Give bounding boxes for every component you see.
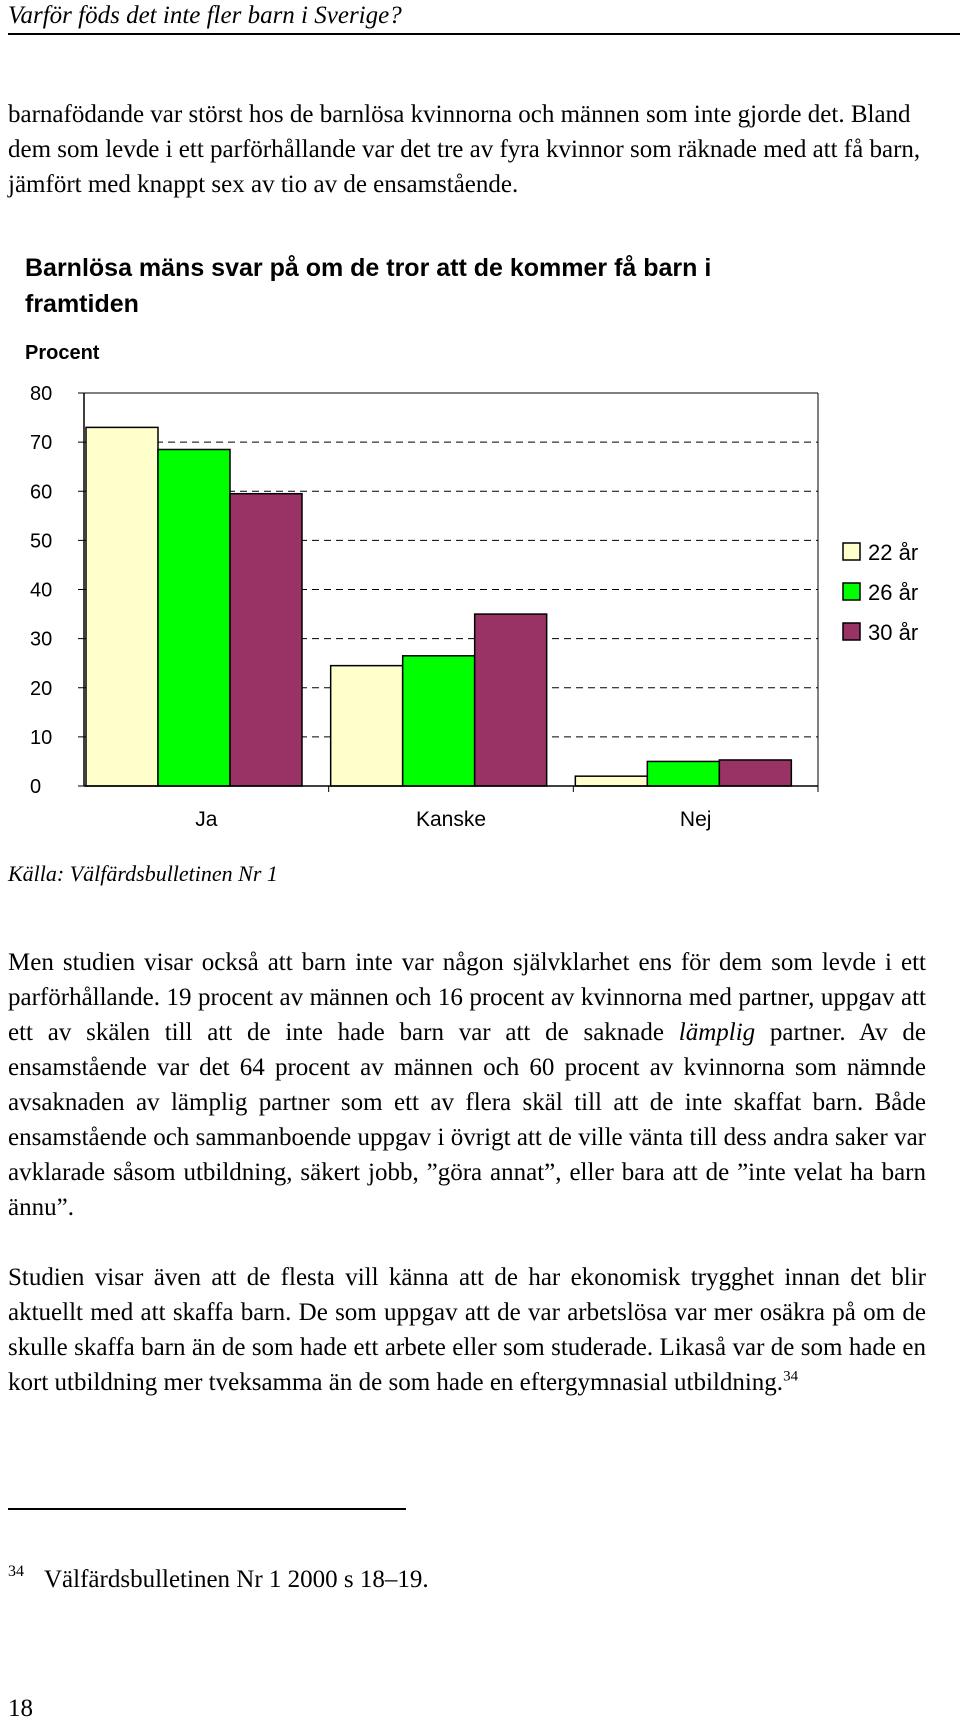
chart-bars (86, 427, 791, 786)
bar-ja-1 (86, 427, 158, 786)
bar-ja-3 (230, 494, 302, 786)
bar-chart (0, 360, 960, 840)
y-tick-label: 20 (30, 677, 53, 700)
bar-nej-3 (719, 760, 791, 786)
footnote-number: 34 (8, 1563, 24, 1580)
y-tick-label: 50 (30, 530, 53, 553)
y-tick-label: 40 (30, 579, 53, 602)
bar-nej-1 (575, 776, 647, 786)
bar-kanske-1 (331, 666, 403, 786)
y-tick-label: 70 (30, 432, 53, 455)
chart-y-tick-labels (30, 383, 52, 798)
legend-label-3: 30 år (868, 620, 919, 645)
legend-label-1: 22 år (868, 540, 919, 565)
body-paragraph-2-emphasis: lämplig (678, 1019, 756, 1046)
y-tick-label: 80 (30, 383, 53, 405)
y-tick-label: 0 (30, 776, 42, 798)
body-paragraph-3-text: Studien visar även att de flesta vill känna att de har ekonomisk trygghet innan det blir aktuellt med att skaffa barn. De som uppgav att de var arbetslösa var mer osäkra på om de skulle skaffa barn än de som hade ett arbete eller som studerade. Likaså var de som hade en kort utbildning mer tveksamma än de som hade en eftergymnasial utbildning. (8, 1264, 926, 1396)
footnote (8, 1564, 429, 1596)
y-tick-label: 30 (30, 628, 53, 651)
chart-x-tick-labels (195, 808, 711, 831)
header-rule (8, 33, 960, 35)
legend-swatch-3 (843, 623, 860, 640)
legend-label-2: 26 år (868, 580, 919, 605)
footnote-reference: 34 (783, 1368, 799, 1385)
x-tick-label: Ja (195, 808, 218, 831)
body-paragraph-2 (8, 945, 926, 1225)
body-paragraph-2-part-1: Men studien visar också att barn inte var någon självklarhet ens för dem som levde i ett parförhållande. 19 procent av männen och 16 procent av kvinnorna med partner, uppgav att ett av skälen till att de inte hade barn var att de saknade (8, 949, 926, 1046)
y-tick-label: 10 (30, 726, 53, 749)
footnote-rule (8, 1508, 406, 1510)
bar-kanske-3 (475, 614, 547, 786)
chart-title: Barnlösa mäns svar på om de tror att de kommer få barn i framtiden (25, 254, 712, 318)
chart-source-note: Källa: Välfärdsbulletinen Nr 1 (8, 861, 278, 886)
legend-swatch-2 (843, 583, 860, 600)
y-tick-label: 60 (30, 481, 53, 504)
body-paragraph-1: barnafödande var störst hos de barnlösa kvinnorna och männen som inte gjorde det. Bland dem som levde i ett parförhållande var det tre av fyra kvinnor som räknade med att få barn, jämfört med knappt sex av tio av de ensamstående. (8, 101, 921, 198)
body-paragraph-3 (8, 1260, 926, 1400)
running-header: Varför föds det inte fler barn i Sverige? (8, 2, 402, 29)
x-tick-label: Kanske (415, 808, 487, 831)
chart-legend (843, 540, 918, 645)
bar-kanske-2 (403, 656, 475, 786)
page-number: 18 (8, 1695, 33, 1722)
body-paragraph-2-part-2: partner. Av de ensamstående var det 64 procent av männen och 60 procent av kvinnorna som nämnde avsaknaden av lämplig partner som ett av flera skäl till att de inte skaffat barn. Både ensamstående och sammanboende uppgav i övrigt att de ville vänta till dess andra saker var avklarade såsom utbildning, säkert jobb, ”göra annat”, eller bara att de ”inte velat ha barn ännu”. (8, 1019, 926, 1221)
bar-ja-2 (158, 449, 230, 786)
legend-swatch-1 (843, 543, 860, 560)
chart-y-axis-label: Procent (25, 342, 100, 364)
x-tick-label: Nej (679, 808, 712, 831)
footnote-text: Välfärdsbulletinen Nr 1 2000 s 18–19. (44, 1566, 429, 1593)
bar-nej-2 (647, 761, 719, 786)
